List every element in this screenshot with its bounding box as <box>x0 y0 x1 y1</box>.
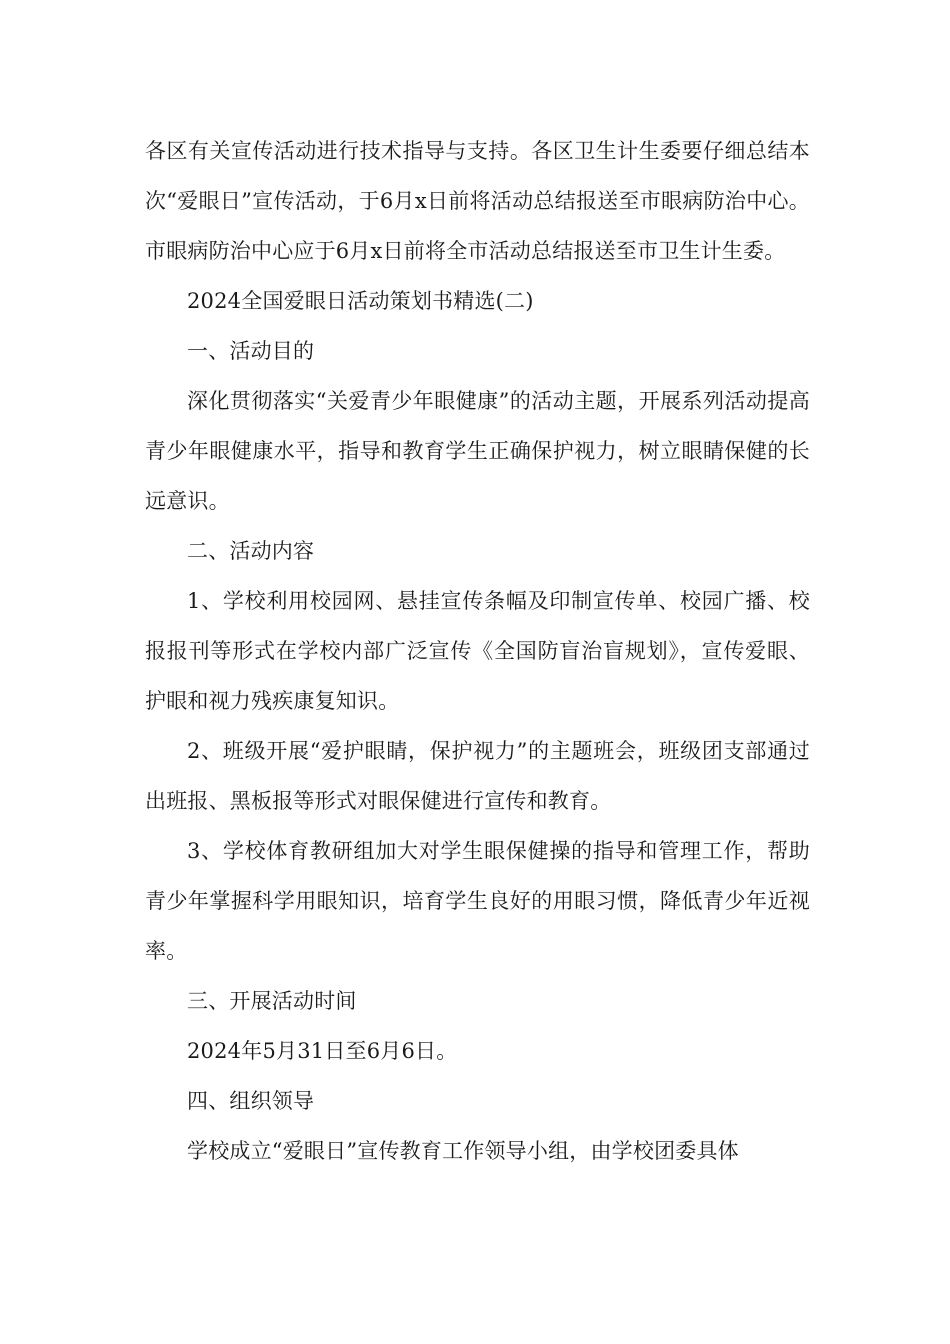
paragraph-content-2: 2、班级开展“爱护眼睛，保护视力”的主题班会，班级团支部通过出班报、黑板报等形式对眼保健进行宣传和教育。 <box>145 739 810 813</box>
heading-activity-content: 二、活动内容 <box>187 539 315 563</box>
paragraph-continuation: 各区有关宣传活动进行技术指导与支持。各区卫生计生委要仔细总结本次“爱眼日”宣传活动，于6月x日前将活动总结报送至市眼病防治中心。市眼病防治中心应于6月x日前将全市活动总结报送至市卫生计生委。 <box>145 139 810 263</box>
heading-activity-time: 三、开展活动时间 <box>187 989 357 1013</box>
heading-organization: 四、组织领导 <box>187 1089 315 1113</box>
heading-activity-purpose: 一、活动目的 <box>187 339 315 363</box>
paragraph-organization: 学校成立“爱眼日”宣传教育工作领导小组，由学校团委具体 <box>187 1139 739 1163</box>
paragraph-purpose: 深化贯彻落实“关爱青少年眼健康”的活动主题，开展系列活动提高青少年眼健康水平，指导和教育学生正确保护视力，树立眼睛保健的长远意识。 <box>145 389 810 513</box>
paragraph-content-3: 3、学校体育教研组加大对学生眼保健操的指导和管理工作，帮助青少年掌握科学用眼知识，培育学生良好的用眼习惯，降低青少年近视率。 <box>145 839 810 963</box>
document-body <box>145 126 810 1176</box>
paragraph-content-1: 1、学校利用校园网、悬挂宣传条幅及印制宣传单、校园广播、校报报刊等形式在学校内部广泛宣传《全国防盲治盲规划》，宣传爱眼、护眼和视力残疾康复知识。 <box>145 589 810 713</box>
paragraph-time: 2024年5月31日至6月6日。 <box>187 1039 458 1063</box>
section-title: 2024全国爱眼日活动策划书精选(二) <box>187 289 534 313</box>
